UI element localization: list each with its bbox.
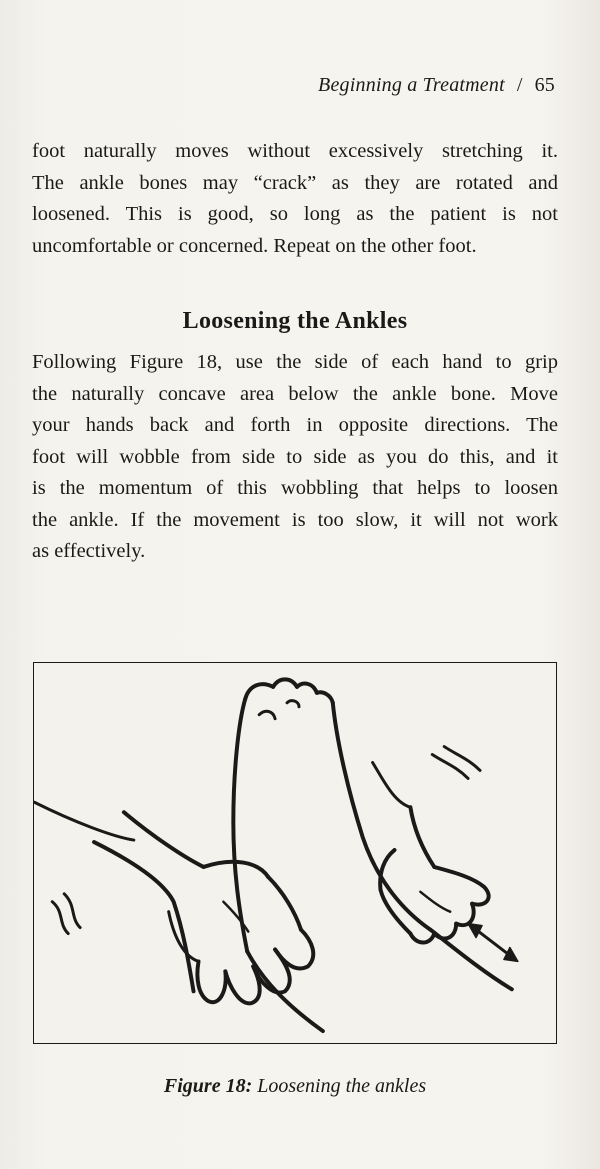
text-line: foot naturally moves without excessively stretching it. [32, 140, 558, 162]
text-line: foot will wobble from side to side as you do this, and it [32, 445, 558, 468]
figure-caption-label: Figure 18: [163, 1075, 253, 1097]
text-line: The ankle bones may “crack” as they are rotated and [32, 171, 558, 194]
paragraph-continued [32, 136, 558, 262]
text-line: loosened. This is good, so long as the patient is not [32, 203, 558, 225]
page-number: 65 [534, 74, 555, 96]
two-hands-gripping-ankle-drawing [34, 663, 556, 1043]
text-line: Following Figure 18, use the side of each hand to grip [32, 351, 558, 373]
running-head [318, 74, 555, 97]
figure-18 [33, 662, 557, 1044]
figure-caption [0, 1075, 590, 1098]
text-line: your hands back and forth in opposite directions. The [32, 414, 558, 436]
section-heading: Loosening the Ankles [182, 308, 408, 334]
text-line: the naturally concave area below the ankle bone. Move [32, 382, 558, 405]
text-line: the ankle. If the movement is too slow, it will not work [32, 508, 558, 531]
running-head-separator: / [516, 74, 523, 96]
text-line: uncomfortable or concerned. Repeat on the other foot. [32, 234, 477, 257]
text-line: is the momentum of this wobbling that helps to loosen [32, 477, 558, 499]
text-line: as effectively. [32, 540, 146, 562]
figure-caption-text: Loosening the ankles [257, 1075, 427, 1097]
running-head-title: Beginning a Treatment [318, 74, 505, 96]
paragraph-instructions [32, 347, 558, 568]
